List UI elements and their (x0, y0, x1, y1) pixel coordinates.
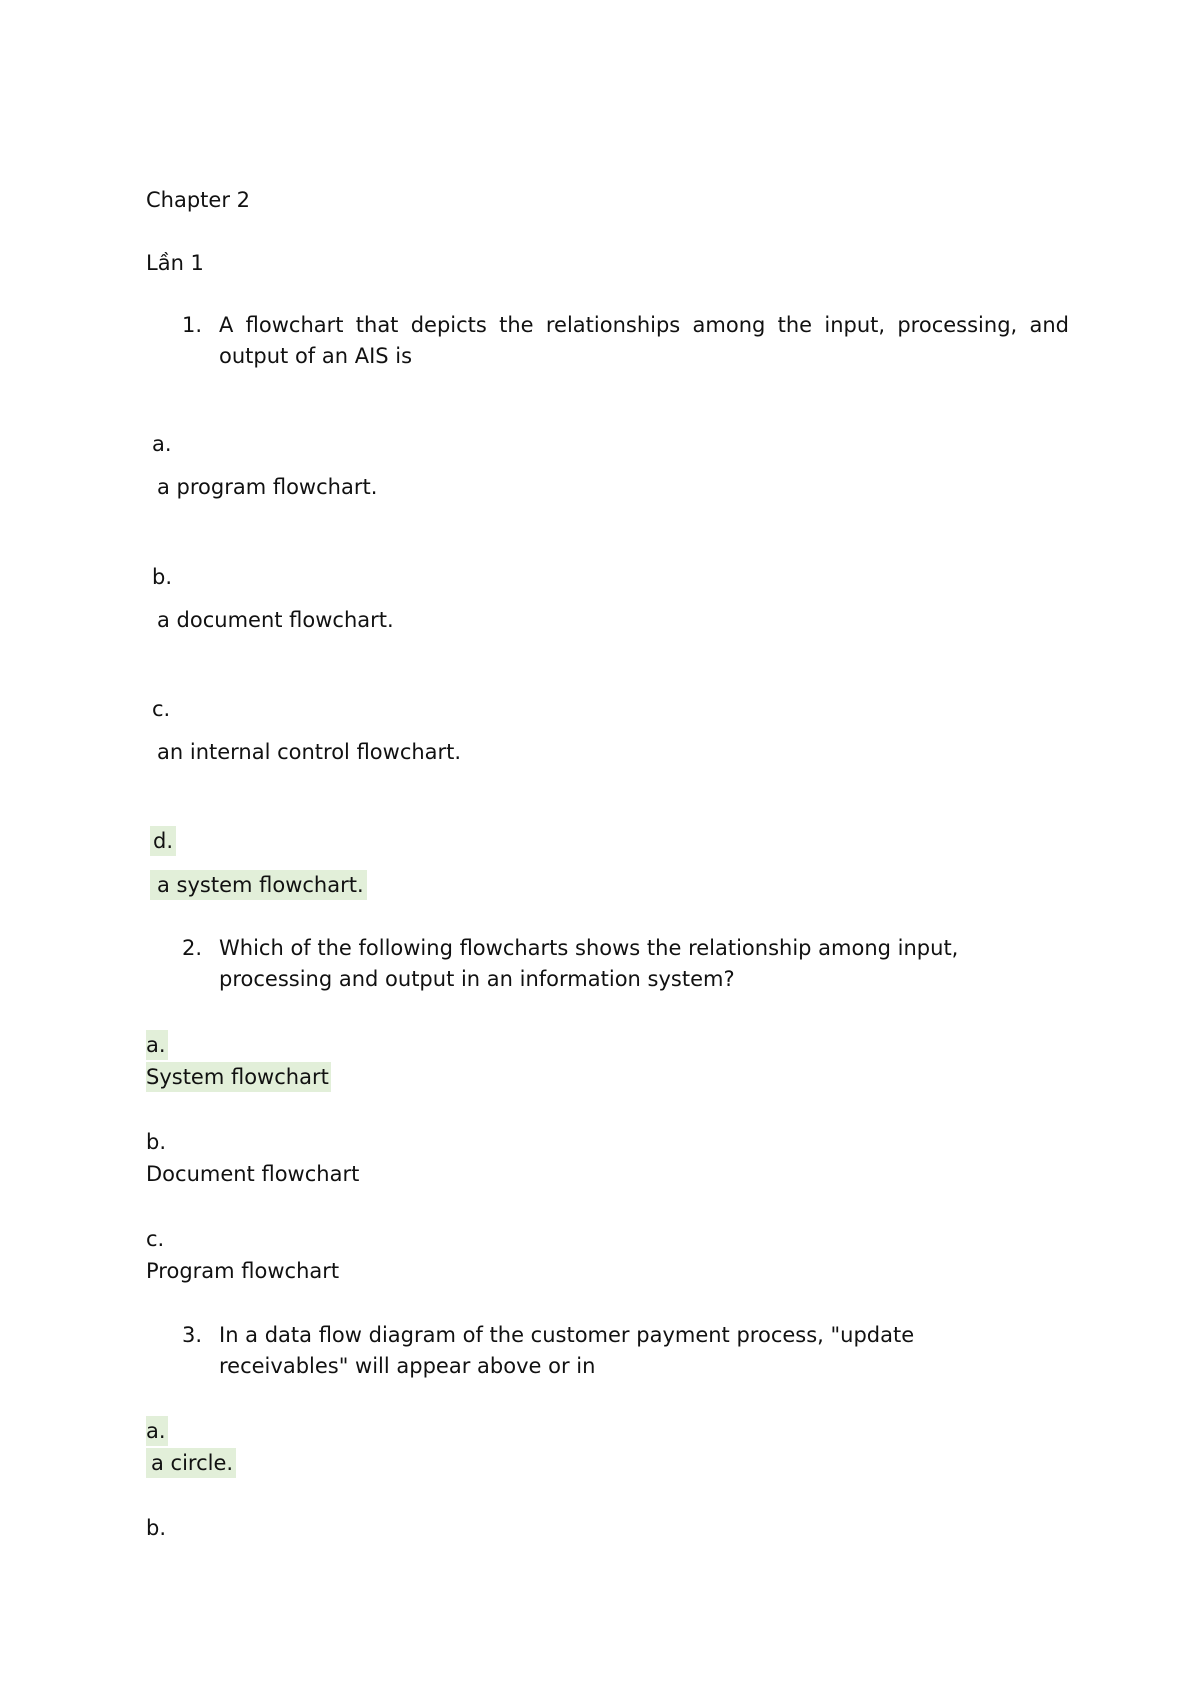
option-letter-highlighted: d. (150, 826, 176, 856)
option-text: Program flowchart (146, 1259, 340, 1283)
option-text-highlighted: a system flowchart. (150, 870, 367, 900)
option-letter: a. (152, 432, 172, 456)
option-letter: c. (146, 1227, 165, 1251)
option-letter: b. (146, 1516, 167, 1540)
question-text: Which of the following flowcharts shows the relationship among input, processing and output in an information system? (219, 936, 959, 991)
option-letter: b. (152, 565, 173, 589)
option-text-highlighted: System flowchart (146, 1062, 331, 1092)
question-number: 3. (182, 1323, 203, 1347)
attempt-label: Lần 1 (146, 251, 204, 275)
option-text: a program flowchart. (157, 475, 378, 499)
option-text-highlighted: a circle. (146, 1448, 236, 1478)
option-text: Document flowchart (146, 1162, 360, 1186)
option-letter-highlighted: a. (146, 1030, 168, 1060)
question-number: 1. (182, 313, 203, 337)
question-number: 2. (182, 936, 203, 960)
question-text: In a data flow diagram of the customer payment process, "update receivables" will appear above or in (219, 1323, 915, 1378)
chapter-heading: Chapter 2 (146, 188, 250, 212)
question-text: A flowchart that depicts the relationships among the input, processing, and output of an AIS is (219, 313, 1069, 368)
option-letter: c. (152, 697, 171, 721)
option-letter-highlighted: a. (146, 1416, 168, 1446)
option-text: an internal control flowchart. (157, 740, 462, 764)
option-letter: b. (146, 1130, 167, 1154)
option-text: a document flowchart. (157, 608, 394, 632)
